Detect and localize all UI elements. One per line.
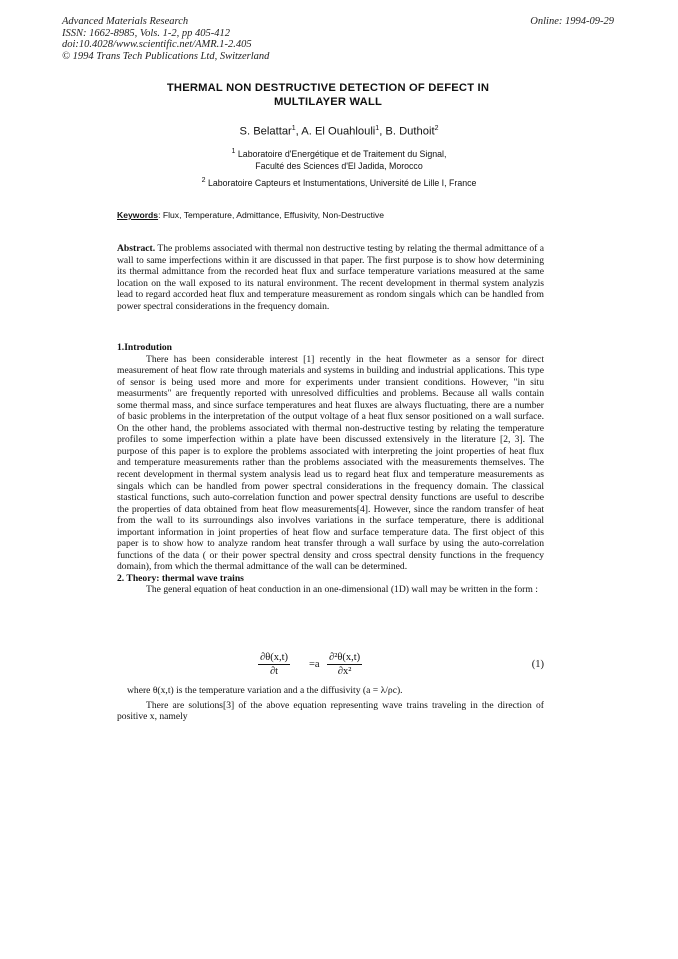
abstract-paragraph [117,243,544,312]
equation-rhs-fraction [327,652,362,677]
author-list [0,125,678,138]
keywords-label: Keywords [117,210,159,220]
author-1: S. Belattar [239,125,292,138]
affiliation-1 [0,146,678,172]
copyright-line: © 1994 Trans Tech Publications Ltd, Switzerland [62,50,270,62]
body-text [117,342,544,596]
title-line-1: THERMAL NON DESTRUCTIVE DETECTION OF DEFECT IN [166,82,490,94]
doi-link[interactable]: doi:10.4028/www.scientific.net/AMR.1-2.405 [62,39,252,50]
online-date: Online: 1994-09-29 [530,16,614,27]
post-equation-text [117,685,544,723]
solutions-paragraph: There are solutions[3] of the above equation representing wave trains traveling in the direction of positive x, namely [117,699,544,723]
keywords-line [117,210,384,220]
theory-paragraph: The general equation of heat conduction in an one-dimensional (1D) wall may be written in the form : [146,584,538,596]
abstract-text: The problems associated with thermal non destructive testing by relating the thermal admittance of a wall to same imperfections within it are discussed in that paper. The first purpose is to show how determining its thermal admittance from the recorded heat flux and surface temperature variations measured at the same location on the wall exposed to its natural environment. The recent development in thermal system analyzis lead to regard accorded heat flux and temperature measurement as rondom singals which can be handled from power spectral considerations in the frequency domain. [117,243,544,312]
equation-lhs-numerator: ∂θ(x,t) [260,652,289,663]
abstract-label: Abstract. [117,243,156,254]
affiliation-1-marker: 1 [231,148,236,155]
affiliation-1-line-2: Faculté des Sciences d'El Jadida, Morocco [255,160,423,171]
affiliation-2-marker: 2 [201,177,206,184]
equation-lhs-denominator: ∂t [269,666,279,677]
paper-title [120,81,536,109]
equation-rhs-numerator: ∂²θ(x,t) [329,652,361,663]
affiliation-2 [0,175,678,189]
intro-heading: 1.Introdution [117,342,173,353]
author-1-affiliation: 1 [291,125,296,132]
equation-1 [117,652,544,682]
author-separator: , [379,125,386,138]
keywords-text: Flux, Temperature, Admittance, Effusivity, Non-Destructive [162,210,384,220]
author-separator: , [295,125,302,138]
equation-number: (1) [531,659,544,670]
equation-equals: =a [309,659,320,670]
keywords-colon: : [158,210,163,220]
affiliation-1-line-1: Laboratoire d'Energétique et de Traitement du Signal, [237,148,447,159]
author-3: B. Duthoit [385,125,435,138]
journal-name: Advanced Materials Research [62,16,189,27]
affiliation-2-text: Laboratoire Capteurs et Instumentations, Université de Lille I, France [207,177,477,188]
equation-rhs-denominator: ∂x² [337,666,352,677]
journal-header [62,16,269,62]
where-line: where θ(x,t) is the temperature variation and a the diffusivity (a = λ/ρc). [127,685,403,696]
equation-lhs-fraction [258,652,290,677]
title-line-2: MULTILAYER WALL [273,96,383,108]
author-2-affiliation: 1 [375,125,380,132]
author-2: A. El Ouahlouli [301,125,376,138]
author-3-affiliation: 2 [434,125,439,132]
intro-paragraph: There has been considerable interest [1] recently in the heat flowmeter as a sensor for direct measurement of heat flow rate through materials and systems in building and industrial applications. This type of sensor is being used more and more for experiments under transient conditions. However, "in situ measurments" are frequently reported with unresolved difficulties and problems. Because all walls contain some thermal mass, and since surface temperatures and heat fluxes are always fluctuating, there are a number of basic problems in the interpretation of the output voltage of a heat flux sensor positioned on a wall surface. On the other hand, the problems associated with thermal non-destructive testing by relating the temperature profiles to some imperfection within a plate have been discussed extensively in the literature [2, 3]. The purpose of this paper is to explore the problems associated with interpreting the joint properties of heat flux and temperature measurements rather than the problems associated with the measurements themselves. The recent development in thermal system analysis lead us to regard heat flux and temperature measurements as singals which can be handled from power spectral considerations in the frequency domain. The classical stastical functions, such auto-correlation function and power spectral density functions are useful to describe the properties of data obtained from heat flow measurements[4]. However, since the random transfer of heat from the wall to its surroundings also involves variations in the surface temperature, there is additional important information in joint properties of heat flow and surface temperature data. The first object of this paper is to show how to analyze random heat transfer through a wall surface by using the auto-correlation functions of the data ( or their power spectral density and cross spectral density functions in the frequency domain), from which the thermal admittance of the wall can be determined. [117,353,544,573]
issn-line: ISSN: 1662-8985, Vols. 1-2, pp 405-412 [62,27,230,39]
theory-heading: 2. Theory: thermal wave trains [117,572,244,584]
